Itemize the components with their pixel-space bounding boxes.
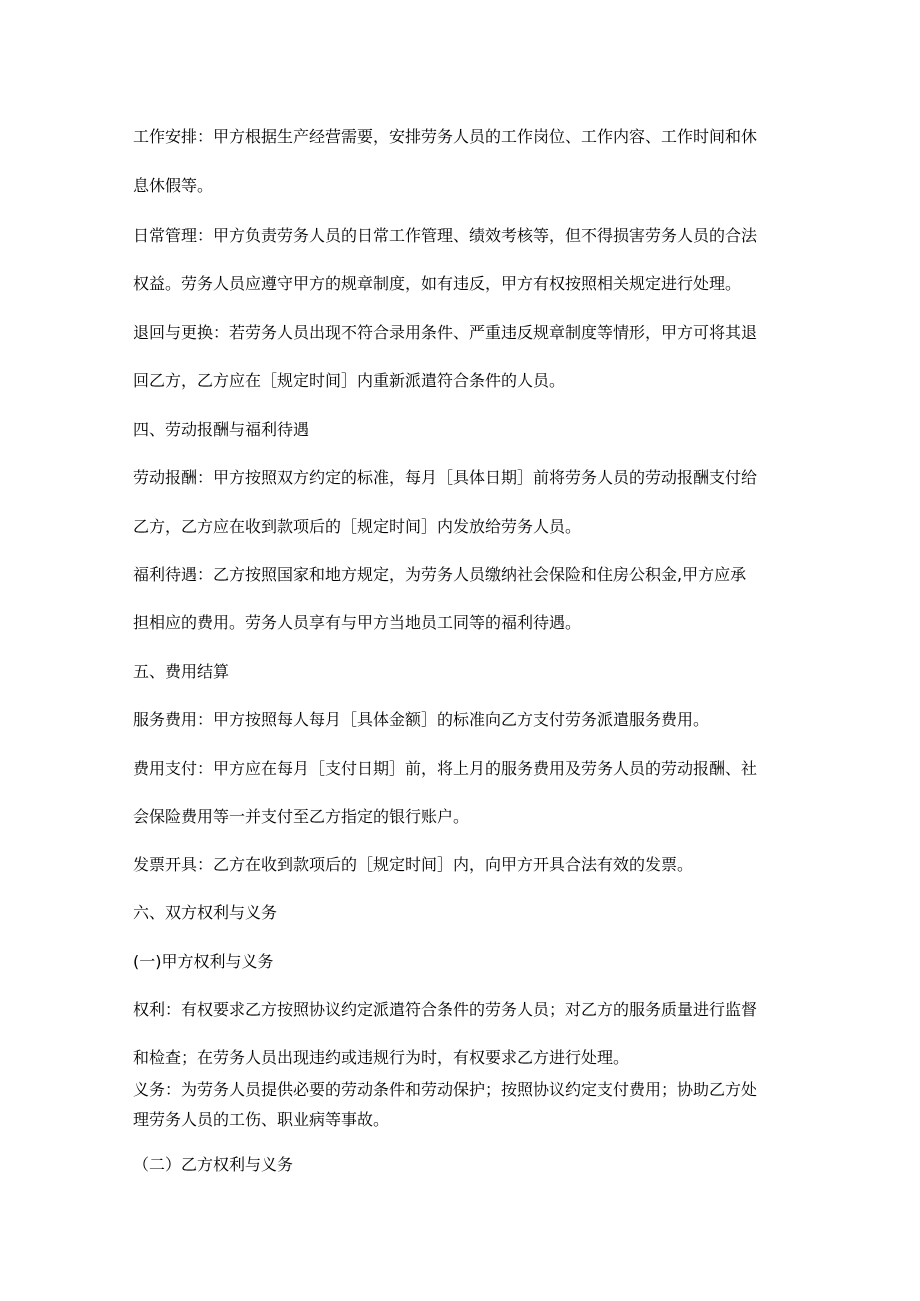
section-heading-rights-obligations: 六、双方权利与义务 bbox=[133, 903, 278, 922]
paragraph-labor-remuneration-cont: 乙方，乙方应在收到款项后的［规定时间］内发放给劳务人员。 bbox=[133, 517, 582, 536]
paragraph-daily-management: 日常管理：甲方负责劳务人员的日常工作管理、绩效考核等，但不得损害劳务人员的合法 bbox=[133, 226, 758, 245]
paragraph-invoice: 发票开具：乙方在收到款项后的［规定时间］内，向甲方开具合法有效的发票。 bbox=[133, 855, 694, 874]
paragraph-labor-remuneration: 劳动报酬：甲方按照双方约定的标准，每月［具体日期］前将劳务人员的劳动报酬支付给 bbox=[133, 468, 758, 487]
paragraph-daily-management-cont: 权益。劳务人员应遵守甲方的规章制度，如有违反，甲方有权按照相关规定进行处理。 bbox=[133, 274, 742, 293]
subheading-party-b: （二）乙方权利与义务 bbox=[133, 1155, 294, 1174]
paragraph-party-a-rights: 权利：有权要求乙方按照协议约定派遣符合条件的劳务人员；对乙方的服务质量进行监督 bbox=[133, 1000, 758, 1019]
paragraph-return-replacement-cont: 回乙方，乙方应在［规定时间］内重新派遣符合条件的人员。 bbox=[133, 371, 566, 390]
paragraph-fee-payment: 费用支付：甲方应在每月［支付日期］前，将上月的服务费用及劳务人员的劳动报酬、社 bbox=[133, 759, 758, 778]
section-heading-settlement: 五、费用结算 bbox=[133, 662, 230, 681]
paragraph-service-fee: 服务费用：甲方按照每人每月［具体金额］的标准向乙方支付劳务派遣服务费用。 bbox=[133, 710, 710, 729]
paragraph-party-a-obligations-cont: 理劳务人员的工伤、职业病等事故。 bbox=[133, 1110, 390, 1129]
paragraph-party-a-obligations: 义务：为劳务人员提供必要的劳动条件和劳动保护；按照协议约定支付费用；协助乙方处 bbox=[133, 1080, 758, 1099]
paragraph-party-a-rights-cont: 和检查；在劳务人员出现违约或违规行为时，有权要求乙方进行处理。 bbox=[133, 1048, 630, 1067]
paragraph-welfare-cont: 担相应的费用。劳务人员享有与甲方当地员工同等的福利待遇。 bbox=[133, 613, 582, 632]
paragraph-return-replacement: 退回与更换：若劳务人员出现不符合录用条件、严重违反规章制度等情形，甲方可将其退 bbox=[133, 323, 758, 342]
paragraph-welfare: 福利待遇：乙方按照国家和地方规定，为劳务人员缴纳社会保险和住房公积金,甲方应承 bbox=[133, 565, 747, 584]
paragraph-work-arrangement: 工作安排：甲方根据生产经营需要，安排劳务人员的工作岗位、工作内容、工作时间和休 bbox=[133, 127, 758, 146]
paragraph-fee-payment-cont: 会保险费用等一并支付至乙方指定的银行账户。 bbox=[133, 807, 470, 826]
paragraph-work-arrangement-cont: 息休假等。 bbox=[133, 176, 214, 195]
section-heading-remuneration: 四、劳动报酬与福利待遇 bbox=[133, 420, 310, 439]
subheading-party-a: (一)甲方权利与义务 bbox=[133, 952, 274, 971]
